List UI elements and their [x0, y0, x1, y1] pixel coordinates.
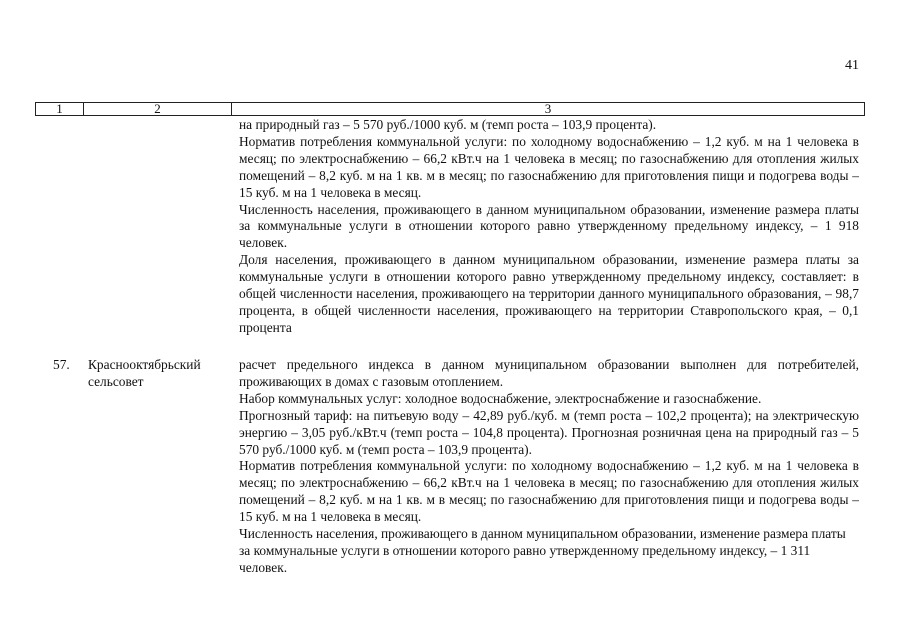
table-header-row — [35, 102, 865, 116]
entry-paragraph: Норматив потребления коммунальной услуги: по холодному водоснабжению – 1,2 куб. м на 1 человека в месяц; по электроснабжению – 66,2 кВт.ч на 1 человека в месяц; по газоснабжению для отопления жилых помещений – 8,2 куб. м на 1 кв. м в месяц; по газоснабжению для приготовления пищи и подогрева воды – 15 куб. м на 1 человека в месяц. — [239, 458, 859, 525]
column-header-2: 2 — [84, 103, 232, 115]
column-header-3: 3 — [544, 101, 552, 116]
entry-paragraph: Прогнозный тариф: на питьевую воду – 42,89 руб./куб. м (темп роста – 102,2 процента); на электрическую энергию – 3,05 руб./кВт.ч (темп роста – 104,8 процента). Прогнозная розничная цена на природный газ – 5 570 руб./1000 куб. м (темп роста – 103,9 процента). — [239, 407, 859, 457]
continuation-paragraph: Численность населения, проживающего в данном муниципальном образовании, изменение размера платы за коммунальные услуги в отношении которого равно утвержденному предельному индексу, – 1 918 человек. — [239, 201, 859, 251]
continuation-paragraph: на природный газ – 5 570 руб./1000 куб. м (темп роста – 103,9 процента). — [239, 117, 657, 132]
entry-paragraph: Численность населения, проживающего в данном муниципальном образовании, изменение размера платы за коммунальные услуги в отношении которого равно утвержденному предельному индексу, – 1 311 человек. — [239, 526, 846, 575]
entry-paragraph: расчет предельного индекса в данном муниципальном образовании выполнен для потребителей, проживающих в домах с газовым отоплением. — [239, 357, 859, 389]
entry-name — [88, 357, 233, 391]
continuation-paragraph: Норматив потребления коммунальной услуги: по холодному водоснабжению – 1,2 куб. м на 1 человека в месяц; по электроснабжению – 66,2 кВт.ч на 1 человека в месяц; по газоснабжению для отопления жилых помещений – 8,2 куб. м на 1 кв. м в месяц; по газоснабжению для приготовления пищи и подогрева воды – 15 куб. м на 1 человека в месяц. — [239, 133, 859, 200]
entry-paragraph: Набор коммунальных услуг: холодное водоснабжение, электроснабжение и газоснабжение. — [239, 390, 762, 406]
entry-text — [239, 357, 859, 577]
entry-name-line: сельсовет — [88, 373, 144, 389]
continuation-paragraph: Доля населения, проживающего в данном муниципальном образовании, изменение размера платы за коммунальные услуги в отношении которого равно утвержденному предельному индексу, составляет: в общей численности населения, проживающего на территории данного муниципального образования, – 98,7 процента, в общей численности населения, проживающего на территории Ставропольского края, – 0,1 процента — [239, 252, 859, 335]
entry-name-line: Красноoктябрьский — [88, 357, 201, 372]
column-header-1: 1 — [36, 103, 84, 115]
page-number: 41 — [845, 58, 859, 73]
continuation-text — [239, 117, 859, 337]
entry-number: 57. — [53, 357, 70, 372]
